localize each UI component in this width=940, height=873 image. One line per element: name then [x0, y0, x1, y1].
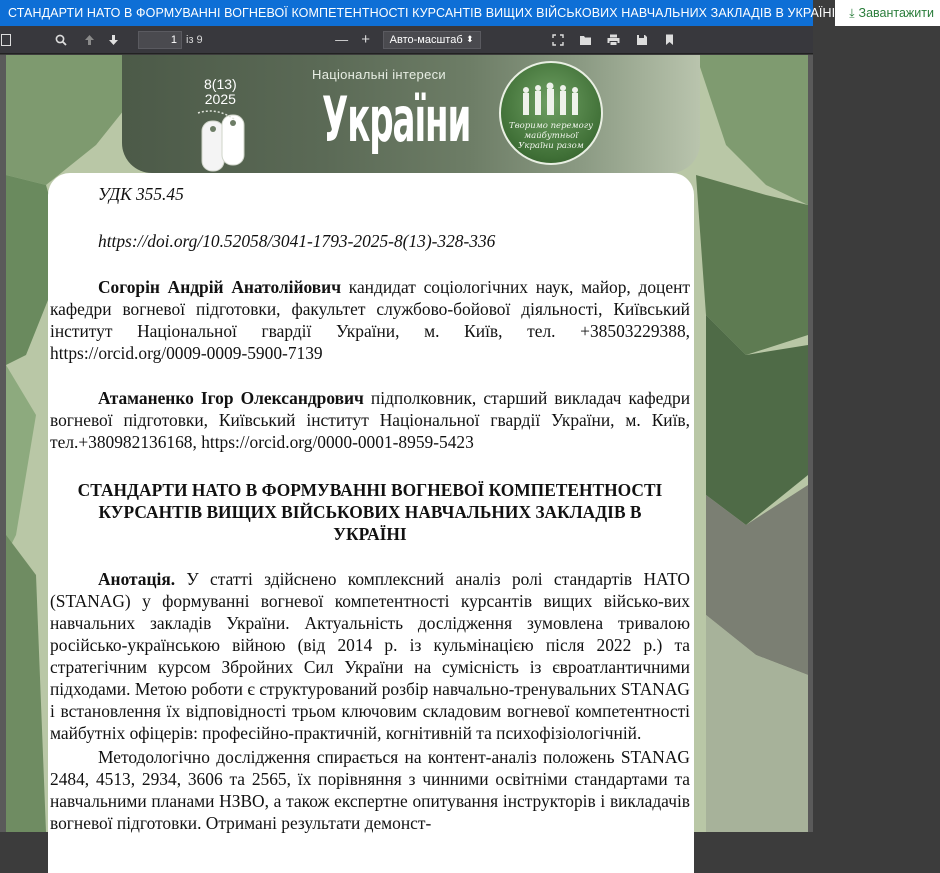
page-number-field[interactable] — [138, 31, 182, 49]
document-body — [50, 179, 690, 834]
issue-year: 2025 — [204, 91, 236, 107]
pdf-page — [6, 55, 808, 832]
journal-header — [122, 55, 700, 173]
save-icon[interactable] — [631, 29, 653, 51]
dog-tags-icon — [196, 113, 252, 175]
page-total-label: із 9 — [186, 33, 203, 46]
emblem-text: Творимо перемогу майбутньої України разом — [509, 121, 593, 151]
download-button[interactable] — [835, 0, 940, 26]
journal-name: України — [322, 83, 471, 156]
author-2-info: підполковник, старший викладач кафедри вогневої підготовки, Київський інститут Національної гвардії України, м. Київ, тел.+380982136168, https://orcid.org/0000-0001-8959-5423 — [50, 388, 690, 452]
open-file-icon[interactable] — [575, 29, 597, 51]
doi-link[interactable]: https://doi.org/10.52058/3041-1793-2025-8(13)-328-336 — [98, 231, 496, 251]
author-2 — [50, 387, 690, 453]
journal-subtitle: Національні інтереси — [312, 67, 446, 82]
next-page-icon[interactable] — [102, 29, 124, 51]
author-2-name: Атаманенко Ігор Олександрович — [98, 388, 364, 408]
page-number-input[interactable]: 1 — [138, 31, 182, 49]
zoom-select-value: Авто-масштаб — [389, 33, 463, 46]
methodology-paragraph: Методологічно дослідження спирається на контент-аналіз положень STANAG 2484, 4513, 2934, 3606 та 2565, їх порівняння з чинними освітніми стандартами та навчальними планами НЗВО, а також експертне опитування інструкторів і викладачів вогневої підготовки. Отримані результати демонст- — [50, 747, 690, 833]
issue-number — [204, 77, 237, 107]
pdf-toolbar — [0, 26, 813, 54]
search-icon[interactable] — [50, 29, 72, 51]
presentation-mode-icon[interactable] — [547, 29, 569, 51]
zoom-select-arrow-icon: ⬍ — [466, 34, 474, 44]
article-title: СТАНДАРТИ НАТО В ФОРМУВАННІ ВОГНЕВОЇ КОМПЕТЕНТНОСТІ КУРСАНТІВ ВИЩИХ ВІЙСЬКОВИХ НАВЧАЛЬНИХ ЗАКЛАДІВ В УКРАЇНІ — [77, 480, 663, 544]
soldiers-silhouette-icon — [517, 79, 587, 119]
download-icon: ⤓ — [849, 5, 855, 20]
zoom-in-button[interactable]: + — [361, 31, 371, 48]
issue-label: 8(13) — [204, 76, 237, 92]
previous-page-icon[interactable] — [78, 29, 100, 51]
pdf-viewer[interactable] — [0, 55, 813, 832]
journal-emblem — [499, 61, 603, 165]
zoom-select[interactable] — [383, 31, 481, 49]
udk-code: УДК 355.45 — [98, 184, 184, 204]
abstract-label: Анотація. — [98, 569, 176, 589]
sidebar-toggle-icon[interactable] — [0, 29, 12, 51]
print-icon[interactable] — [603, 29, 625, 51]
download-label: Завантажити — [858, 6, 934, 20]
abstract-text: У статті здійснено комплексний аналіз ролі стандартів НАТО (STANAG) у формуванні вогневої компетентності курсантів вищих військо-вих навчальних закладів України. Актуальність дослідження зумовлена тривалою російсько-українською війною (від 2014 р. із кульмінацією після 2022 р.) та стратегічним курсом Збройних Сил України на сумісність із євроатлантичними підходами. Метою роботи є структурований розбір навчально-тренувальних STANAG і встановлення їх відповідності трьом ключовим складовим вогневої компетентності майбутніх офіцерів: професійно-практичній, когнітивній та психофізіологічній. — [50, 569, 690, 743]
title-bar — [0, 0, 934, 26]
author-1 — [50, 276, 690, 364]
author-1-info: кандидат соціологічних наук, майор, доцент кафедри вогневої підготовки, факультет службово-бойової діяльності, Київський інститут Національної гвардії України, м. Київ, тел. +38503229388, https://orcid.org/0009-0009-5900-7139 — [50, 277, 690, 363]
document-title: СТАНДАРТИ НАТО В ФОРМУВАННІ ВОГНЕВОЇ КОМПЕТЕНТНОСТІ КУРСАНТІВ ВИЩИХ ВІЙСЬКОВИХ НАВЧАЛЬНИХ ЗАКЛАДІВ В УКРАЇНІ — [8, 6, 836, 20]
abstract — [50, 568, 690, 744]
bookmark-icon[interactable] — [659, 29, 681, 51]
zoom-out-button[interactable]: — — [335, 32, 349, 47]
author-1-name: Согорін Андрій Анатолійович — [98, 277, 342, 297]
